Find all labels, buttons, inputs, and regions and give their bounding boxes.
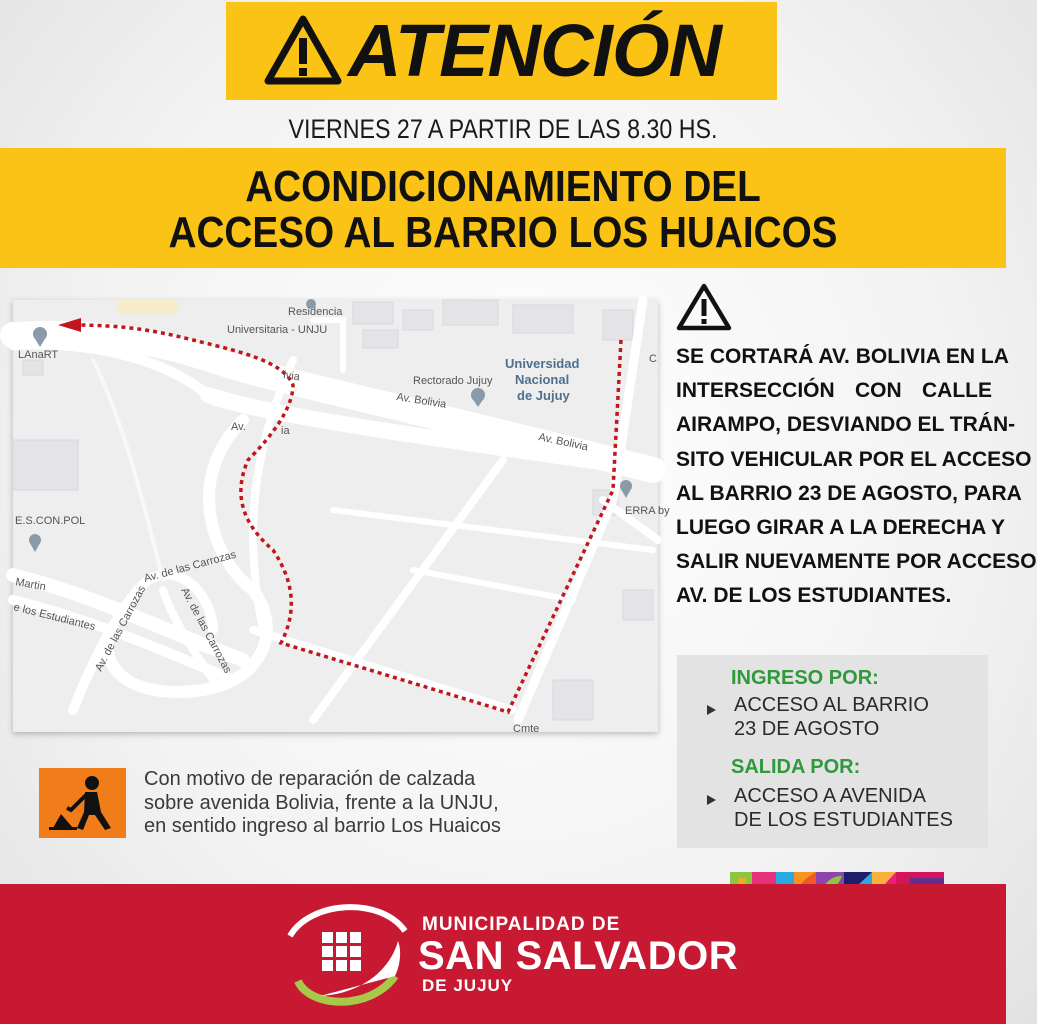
ingreso-label: INGRESO POR: [731,667,879,689]
closure-line: SE CORTARÁ AV. BOLIVIA EN LA [676,345,1009,368]
date-line: VIERNES 27 A PARTIR DE LAS 8.30 HS. [288,114,718,144]
map-label-bolivia-3b: ia [281,425,290,437]
map-label-lanart: LAnaRT [18,349,59,361]
map-label-erra: ERRA by [625,505,670,517]
municipality-logo-icon [280,896,430,1016]
ingreso-route-1: ACCESO AL BARRIO [734,694,929,716]
closure-line: SITO VEHICULAR POR EL ACCESO [676,447,1032,471]
salida-label: SALIDA POR: [731,756,861,778]
closure-line: AIRAMPO, DESVIANDO EL TRÁN- [676,413,1016,437]
bullet-arrow-icon [707,705,716,715]
road-worker-icon [39,768,126,838]
route-info-box [677,655,988,848]
map-label-bolivia-3: Av. [231,421,246,433]
footer-line-1: MUNICIPALIDAD DE [422,914,621,935]
map-label-esconpol: E.S.CON.POL [15,515,86,527]
map-label-martin: Martin [14,576,47,594]
map-label-residencia-2: Universitaria - UNJU [227,324,328,336]
map-label-c: C [649,353,657,365]
footer [0,884,1006,1024]
warning-triangle-icon [676,282,732,332]
map-label-carrozas-2: Av. de las Carrozas [142,548,238,585]
closure-line: SALIR NUEVAMENTE POR ACCESO [676,550,1037,574]
ingreso-route-2: 23 DE AGOSTO [734,718,880,740]
warning-triangle-icon [264,14,342,86]
footer-line-2: SAN SALVADOR [418,934,739,978]
closure-description [676,340,1037,614]
map-canvas [12,300,670,735]
headline-line-1: ACONDICIONAMIENTO DEL [245,162,761,211]
map-label-universidad-2: Nacional [515,372,570,387]
map-label-estudiantes: e los Estudiantes [12,601,97,634]
footer-line-3: DE JUJUY [422,976,514,995]
map-label-bolivia-top: ivia [282,369,301,384]
bullet-arrow-icon [707,795,716,805]
map-label-carrozas-3: Av. de las Carrozas [178,585,234,676]
map-label-universidad-1: Universidad [505,356,580,371]
reason-line-2: sobre avenida Bolivia, frente a la UNJU, [144,791,499,814]
map-label-universidad-3: de Jujuy [517,388,570,403]
closure-line: LUEGO GIRAR A LA DERECHA Y [676,516,1006,540]
map-label-residencia-1: Residencia [288,306,343,318]
atencion-title: ATENCIÓN [348,9,721,92]
map-label-bolivia-2: Av. Bolivia [537,431,590,454]
closure-line: AL BARRIO 23 DE AGOSTO, PARA [676,481,1022,505]
reason-line-1: Con motivo de reparación de calzada [144,768,476,790]
headline-band [0,148,1006,268]
headline-line-2: ACCESO AL BARRIO LOS HUAICOS [168,208,838,257]
reason-line-3: en sentido ingreso al barrio Los Huaicos [144,815,501,837]
salida-route-1: ACCESO A AVENIDA [734,785,926,807]
map-label-rectorado: Rectorado Jujuy [413,375,493,387]
closure-line: AV. DE LOS ESTUDIANTES. [676,584,952,608]
atencion-banner [226,2,777,100]
reason-text [144,768,564,839]
map-label-carrozas-1: Av. de las Carrozas [93,583,149,674]
salida-route-2: DE LOS ESTUDIANTES [734,809,953,831]
route-map [12,300,670,735]
map-label-bolivia-1: Av. Bolivia [395,391,448,411]
closure-line: INTERSECCIÓN CON CALLE [676,379,992,403]
map-label-cmte: Cmte [513,723,540,735]
